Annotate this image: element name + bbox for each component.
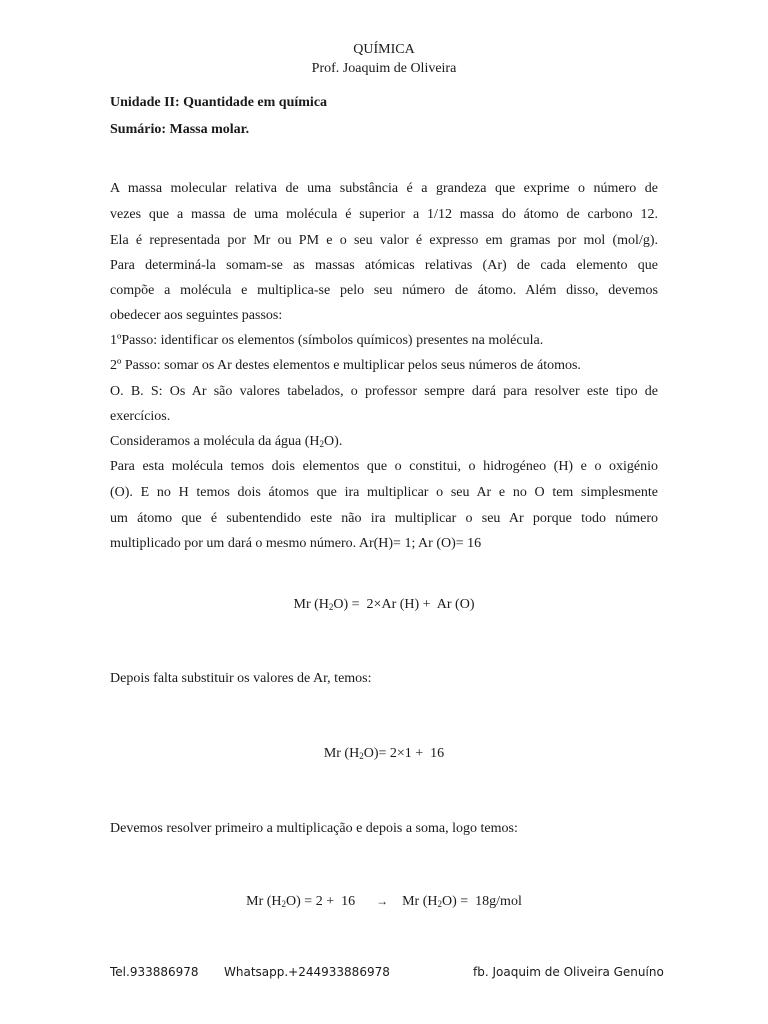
unit-title: Unidade II: Quantidade em química — [110, 95, 328, 110]
equation-2 — [0, 746, 768, 762]
equation-text: Mr (H — [323, 746, 360, 761]
paragraph-line: um átomo que é subentendido este não ira multiplicar o seu Ar porque todo número — [110, 511, 658, 526]
subscript: 2 — [359, 751, 364, 761]
equation-text: O) = 2×Ar (H) + Ar (O) — [333, 597, 475, 612]
water-text: Consideramos a molécula da água (H — [110, 434, 320, 449]
paragraph-line: compõe a molécula e multiplica-se pelo seu número de átomo. Além disso, devemos — [110, 283, 658, 298]
obs-line: O. B. S: Os Ar são valores tabelados, o professor sempre dará para resolver este tipo de — [110, 384, 658, 399]
footer-whatsapp: Whatsapp.+244933886978 — [224, 965, 390, 979]
subscript: 2 — [328, 602, 334, 612]
paragraph-line: obedecer aos seguintes passos: — [110, 308, 283, 323]
arrow-icon: → — [376, 894, 389, 908]
paragraph-line: Devemos resolver primeiro a multiplicação e depois a soma, logo temos: — [110, 821, 518, 836]
equation-3 — [0, 894, 768, 910]
paragraph-line: Para esta molécula temos dois elementos que o constitui, o hidrogéneo (H) e o oxigénio — [110, 459, 658, 474]
equation-text: Mr (H — [293, 597, 329, 612]
paragraph-line: Ela é representada por Mr ou PM e o seu valor é expresso em gramas por mol (mol/g). — [110, 233, 658, 248]
paragraph-line: A massa molecular relativa de uma substância é a grandeza que exprime o número de — [110, 181, 658, 196]
paragraph-line: vezes que a massa de uma molécula é superior a 1/12 massa do átomo de carbono 12. — [110, 207, 658, 222]
paragraph-line: Depois falta substituir os valores de Ar, temos: — [110, 671, 372, 686]
water-text: O). — [324, 434, 343, 449]
equation-1 — [0, 597, 768, 613]
subscript: 2 — [437, 899, 442, 909]
footer-tel: Tel.933886978 — [110, 965, 199, 979]
equation-text: O) = 18g/mol — [442, 894, 522, 909]
header-subject: QUÍMICA — [353, 42, 415, 57]
equation-text: Mr (H — [246, 894, 282, 909]
header-teacher: Prof. Joaquim de Oliveira — [311, 61, 457, 76]
obs-line: exercícios. — [110, 409, 171, 424]
subscript: 2 — [281, 899, 287, 909]
paragraph-line: multiplicado por um dará o mesmo número. Ar(H)= 1; Ar (O)= 16 — [110, 536, 482, 551]
water-molecule-line — [110, 434, 658, 450]
subscript: 2 — [319, 439, 325, 449]
equation-text: Mr (H — [388, 894, 438, 909]
paragraph-line: Para determiná-la somam-se as massas atómicas relativas (Ar) de cada elemento que — [110, 258, 658, 273]
equation-text: O) = 2 + 16 — [286, 894, 377, 909]
footer-facebook: fb. Joaquim de Oliveira Genuíno — [473, 965, 664, 979]
paragraph-line: (O). E no H temos dois átomos que ira multiplicar o seu Ar e no O tem simplesmente — [110, 485, 658, 500]
step-2: 2º Passo: somar os Ar destes elementos e multiplicar pelos seus números de átomos. — [110, 358, 581, 373]
summary-title: Sumário: Massa molar. — [110, 122, 250, 137]
step-1: 1ºPasso: identificar os elementos (símbolos químicos) presentes na molécula. — [110, 333, 544, 348]
equation-text: O)= 2×1 + 16 — [363, 746, 445, 761]
